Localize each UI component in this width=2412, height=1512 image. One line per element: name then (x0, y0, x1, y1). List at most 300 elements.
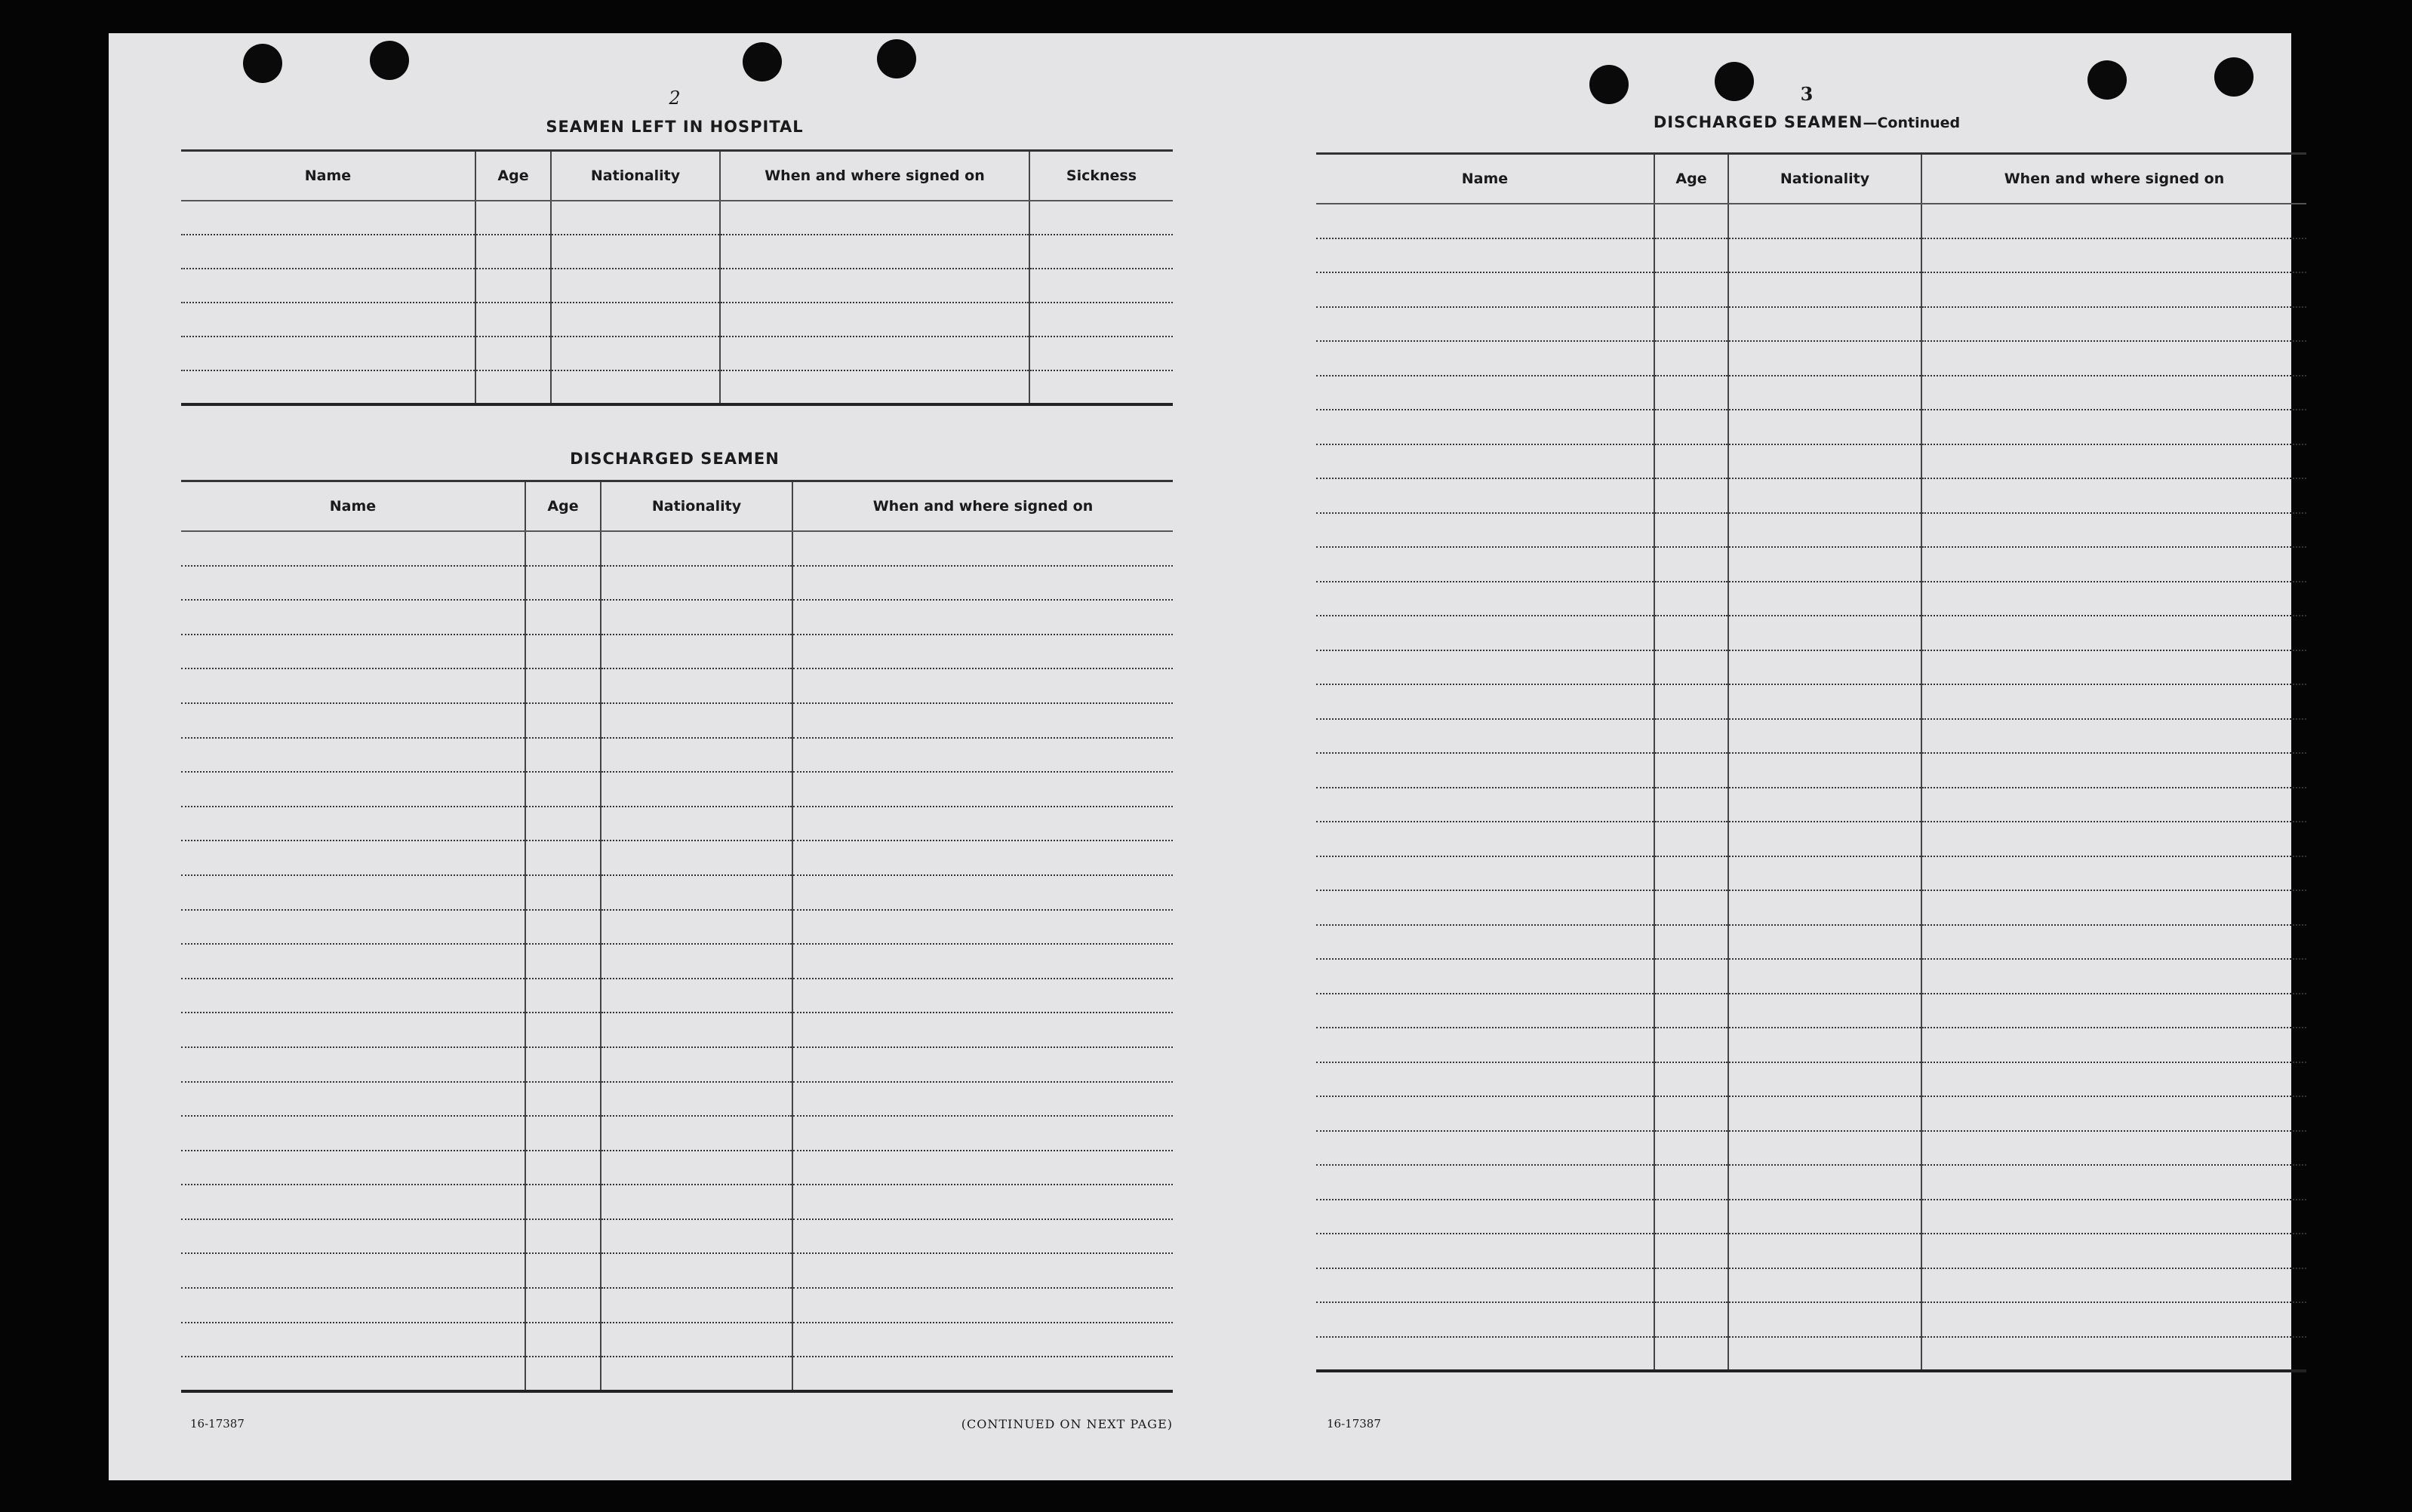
hospital-header-when-and-where-signed-on: When and where signed on (720, 151, 1029, 201)
continued-blank-cell[interactable] (1921, 1302, 2306, 1337)
continued-blank-cell[interactable] (1728, 1096, 1921, 1131)
continued-blank-row (1316, 307, 2306, 342)
continued-blank-cell[interactable] (1316, 513, 1654, 548)
hospital-blank-row (181, 337, 1173, 370)
discharged-blank-cell[interactable] (525, 703, 601, 738)
continued-blank-cell[interactable] (1921, 1165, 2306, 1200)
continued-blank-cell[interactable] (1316, 1337, 1654, 1372)
discharged-blank-cell[interactable] (792, 1151, 1173, 1185)
discharged-blank-cell[interactable] (792, 1288, 1173, 1323)
continued-blank-cell[interactable] (1316, 1302, 1654, 1337)
discharged-blank-cell[interactable] (181, 635, 525, 669)
hospital-blank-cell[interactable] (181, 337, 475, 370)
discharged-blank-cell[interactable] (792, 807, 1173, 841)
continued-blank-cell[interactable] (1654, 376, 1728, 410)
discharged-blank-cell[interactable] (601, 1185, 792, 1219)
continued-blank-cell[interactable] (1654, 684, 1728, 719)
discharged-blank-cell[interactable] (601, 1047, 792, 1082)
discharged-blank-cell[interactable] (601, 531, 792, 566)
continued-blank-cell[interactable] (1316, 650, 1654, 685)
continued-blank-row (1316, 204, 2306, 238)
discharged-blank-cell[interactable] (181, 1219, 525, 1254)
continued-blank-cell[interactable] (1316, 1165, 1654, 1200)
continued-blank-cell[interactable] (1316, 788, 1654, 822)
continued-blank-cell[interactable] (1728, 684, 1921, 719)
continued-blank-cell[interactable] (1921, 1131, 2306, 1166)
continued-blank-cell[interactable] (1728, 478, 1921, 513)
discharged-blank-cell[interactable] (181, 1253, 525, 1288)
continued-blank-cell[interactable] (1921, 582, 2306, 616)
continued-blank-cell[interactable] (1728, 547, 1921, 582)
discharged-blank-cell[interactable] (525, 979, 601, 1013)
continued-blank-cell[interactable] (1316, 753, 1654, 788)
discharged-blank-cell[interactable] (792, 979, 1173, 1013)
continued-blank-cell[interactable] (1921, 478, 2306, 513)
discharged-blank-cell[interactable] (181, 1151, 525, 1185)
continued-blank-cell[interactable] (1921, 341, 2306, 376)
continued-blank-cell[interactable] (1316, 238, 1654, 273)
continued-blank-cell[interactable] (1921, 1200, 2306, 1234)
continued-header-age: Age (1654, 154, 1728, 204)
continued-blank-cell[interactable] (1921, 513, 2306, 548)
hospital-blank-cell[interactable] (720, 370, 1029, 404)
discharged-blank-cell[interactable] (525, 841, 601, 875)
continued-blank-cell[interactable] (1921, 890, 2306, 925)
discharged-blank-cell[interactable] (601, 1219, 792, 1254)
discharged-blank-cell[interactable] (792, 1323, 1173, 1357)
continued-blank-cell[interactable] (1316, 925, 1654, 960)
discharged-blank-cell[interactable] (181, 1116, 525, 1151)
continued-blank-cell[interactable] (1728, 925, 1921, 960)
continued-blank-cell[interactable] (1654, 1096, 1728, 1131)
discharged-blank-cell[interactable] (525, 531, 601, 566)
continued-blank-cell[interactable] (1728, 994, 1921, 1028)
continued-blank-cell[interactable] (1316, 478, 1654, 513)
hospital-blank-cell[interactable] (551, 269, 720, 303)
continued-blank-cell[interactable] (1728, 1337, 1921, 1372)
discharged-blank-cell[interactable] (601, 1116, 792, 1151)
continued-blank-cell[interactable] (1654, 753, 1728, 788)
continued-blank-cell[interactable] (1728, 1165, 1921, 1200)
discharged-blank-cell[interactable] (525, 1253, 601, 1288)
continued-blank-cell[interactable] (1921, 1062, 2306, 1097)
discharged-blank-cell[interactable] (181, 979, 525, 1013)
continued-blank-row (1316, 272, 2306, 307)
continued-blank-cell[interactable] (1728, 1131, 1921, 1166)
discharged-blank-cell[interactable] (792, 531, 1173, 566)
punch-hole-8 (2214, 57, 2254, 97)
hospital-blank-cell[interactable] (475, 370, 551, 404)
discharged-blank-cell[interactable] (792, 1116, 1173, 1151)
continued-blank-cell[interactable] (1654, 444, 1728, 479)
right-page-title-main: DISCHARGED SEAMEN (1653, 113, 1863, 131)
discharged-blank-cell[interactable] (525, 1116, 601, 1151)
hospital-blank-cell[interactable] (181, 235, 475, 269)
continued-blank-cell[interactable] (1921, 1268, 2306, 1303)
continued-blank-cell[interactable] (1654, 513, 1728, 548)
discharged-blank-cell[interactable] (525, 566, 601, 601)
discharged-blank-cell[interactable] (181, 875, 525, 910)
discharged-blank-cell[interactable] (525, 1288, 601, 1323)
continued-blank-cell[interactable] (1728, 753, 1921, 788)
hospital-blank-cell[interactable] (720, 337, 1029, 370)
punch-hole-7 (2087, 60, 2127, 100)
continued-note: (CONTINUED ON NEXT PAGE) (961, 1417, 1173, 1431)
continued-blank-cell[interactable] (1921, 547, 2306, 582)
discharged-blank-cell[interactable] (181, 1288, 525, 1323)
discharged-blank-cell[interactable] (525, 1151, 601, 1185)
hospital-blank-row (181, 370, 1173, 404)
continued-blank-cell[interactable] (1921, 684, 2306, 719)
continued-blank-cell[interactable] (1728, 650, 1921, 685)
discharged-blank-cell[interactable] (792, 944, 1173, 979)
continued-blank-cell[interactable] (1654, 272, 1728, 307)
continued-blank-cell[interactable] (1921, 410, 2306, 444)
continued-blank-cell[interactable] (1654, 856, 1728, 891)
continued-blank-cell[interactable] (1654, 1200, 1728, 1234)
continued-blank-cell[interactable] (1921, 444, 2306, 479)
discharged-blank-cell[interactable] (601, 1323, 792, 1357)
continued-blank-cell[interactable] (1921, 376, 2306, 410)
discharged-blank-cell[interactable] (525, 1013, 601, 1047)
hospital-blank-cell[interactable] (720, 303, 1029, 337)
discharged-blank-cell[interactable] (525, 738, 601, 773)
discharged-blank-cell[interactable] (601, 703, 792, 738)
discharged-blank-cell[interactable] (792, 635, 1173, 669)
continued-blank-cell[interactable] (1654, 959, 1728, 994)
continued-blank-cell[interactable] (1316, 1131, 1654, 1166)
discharged-blank-cell[interactable] (525, 875, 601, 910)
continued-blank-cell[interactable] (1316, 341, 1654, 376)
hospital-blank-cell[interactable] (475, 201, 551, 235)
discharged-blank-cell[interactable] (601, 1013, 792, 1047)
continued-blank-cell[interactable] (1728, 1028, 1921, 1062)
discharged-blank-cell[interactable] (525, 910, 601, 945)
discharged-blank-cell[interactable] (601, 841, 792, 875)
continued-blank-cell[interactable] (1728, 719, 1921, 754)
hospital-blank-cell[interactable] (475, 235, 551, 269)
discharged-blank-cell[interactable] (525, 1323, 601, 1357)
hospital-blank-cell[interactable] (1029, 269, 1173, 303)
continued-blank-cell[interactable] (1921, 238, 2306, 273)
discharged-blank-cell[interactable] (525, 772, 601, 807)
hospital-blank-row (181, 303, 1173, 337)
continued-blank-cell[interactable] (1921, 650, 2306, 685)
discharged-blank-cell[interactable] (601, 772, 792, 807)
continued-blank-cell[interactable] (1728, 1268, 1921, 1303)
discharged-blank-cell[interactable] (181, 531, 525, 566)
hospital-blank-cell[interactable] (181, 370, 475, 404)
continued-blank-cell[interactable] (1921, 822, 2306, 856)
continued-blank-cell[interactable] (1316, 410, 1654, 444)
hospital-blank-cell[interactable] (1029, 337, 1173, 370)
continued-blank-cell[interactable] (1654, 1337, 1728, 1372)
discharged-blank-cell[interactable] (525, 1047, 601, 1082)
continued-blank-cell[interactable] (1921, 753, 2306, 788)
continued-blank-cell[interactable] (1921, 856, 2306, 891)
continued-blank-cell[interactable] (1654, 788, 1728, 822)
continued-blank-cell[interactable] (1728, 822, 1921, 856)
continued-blank-cell[interactable] (1316, 856, 1654, 891)
continued-blank-cell[interactable] (1654, 1062, 1728, 1097)
continued-blank-cell[interactable] (1921, 925, 2306, 960)
continued-blank-cell[interactable] (1316, 307, 1654, 342)
discharged-blank-cell[interactable] (525, 1357, 601, 1391)
hospital-header-sickness: Sickness (1029, 151, 1173, 201)
discharged-blank-cell[interactable] (601, 635, 792, 669)
continued-blank-cell[interactable] (1316, 890, 1654, 925)
hospital-blank-cell[interactable] (181, 201, 475, 235)
discharged-blank-cell[interactable] (792, 772, 1173, 807)
discharged-blank-cell[interactable] (601, 910, 792, 945)
hospital-blank-cell[interactable] (1029, 303, 1173, 337)
hospital-blank-cell[interactable] (475, 303, 551, 337)
continued-blank-cell[interactable] (1728, 959, 1921, 994)
continued-blank-cell[interactable] (1728, 307, 1921, 342)
discharged-blank-row (181, 566, 1173, 601)
continued-blank-cell[interactable] (1316, 994, 1654, 1028)
discharged-blank-cell[interactable] (792, 1082, 1173, 1117)
discharged-blank-cell[interactable] (181, 807, 525, 841)
continued-blank-cell[interactable] (1316, 1096, 1654, 1131)
continued-blank-cell[interactable] (1316, 272, 1654, 307)
discharged-blank-cell[interactable] (525, 635, 601, 669)
discharged-blank-cell[interactable] (181, 944, 525, 979)
left-page-number: 2 (669, 88, 681, 109)
continued-blank-cell[interactable] (1728, 890, 1921, 925)
hospital-blank-cell[interactable] (720, 201, 1029, 235)
continued-blank-cell[interactable] (1654, 1131, 1728, 1166)
continued-blank-cell[interactable] (1654, 1302, 1728, 1337)
discharged-blank-cell[interactable] (601, 807, 792, 841)
continued-blank-cell[interactable] (1921, 1234, 2306, 1268)
discharged-blank-cell[interactable] (181, 841, 525, 875)
continued-blank-row (1316, 650, 2306, 685)
continued-blank-cell[interactable] (1316, 1268, 1654, 1303)
discharged-blank-cell[interactable] (181, 1047, 525, 1082)
discharged-blank-cell[interactable] (181, 1357, 525, 1391)
hospital-blank-cell[interactable] (1029, 235, 1173, 269)
discharged-blank-cell[interactable] (181, 566, 525, 601)
right-page-title (1527, 113, 2086, 131)
continued-blank-cell[interactable] (1654, 238, 1728, 273)
continued-blank-cell[interactable] (1728, 272, 1921, 307)
discharged-blank-cell[interactable] (181, 1013, 525, 1047)
continued-blank-cell[interactable] (1316, 719, 1654, 754)
discharged-blank-cell[interactable] (181, 910, 525, 945)
continued-blank-cell[interactable] (1921, 959, 2306, 994)
continued-blank-cell[interactable] (1654, 582, 1728, 616)
discharged-blank-cell[interactable] (792, 600, 1173, 635)
continued-blank-row (1316, 925, 2306, 960)
discharged-blank-cell[interactable] (181, 668, 525, 703)
continued-blank-cell[interactable] (1316, 616, 1654, 650)
continued-blank-cell[interactable] (1728, 1062, 1921, 1097)
discharged-blank-cell[interactable] (601, 875, 792, 910)
hospital-blank-cell[interactable] (181, 269, 475, 303)
continued-blank-cell[interactable] (1654, 822, 1728, 856)
continued-blank-cell[interactable] (1316, 1062, 1654, 1097)
continued-blank-cell[interactable] (1728, 513, 1921, 548)
punch-hole-4 (877, 39, 916, 78)
discharged-blank-cell[interactable] (525, 807, 601, 841)
discharged-blank-cell[interactable] (792, 1219, 1173, 1254)
discharged-blank-cell[interactable] (792, 738, 1173, 773)
continued-blank-cell[interactable] (1316, 1200, 1654, 1234)
discharged-blank-cell[interactable] (601, 1357, 792, 1391)
discharged-blank-cell[interactable] (181, 772, 525, 807)
continued-blank-row (1316, 822, 2306, 856)
continued-blank-cell[interactable] (1654, 204, 1728, 238)
hospital-blank-cell[interactable] (551, 370, 720, 404)
discharged-blank-cell[interactable] (792, 703, 1173, 738)
continued-blank-row (1316, 684, 2306, 719)
continued-blank-cell[interactable] (1654, 1028, 1728, 1062)
discharged-blank-cell[interactable] (792, 1185, 1173, 1219)
continued-blank-cell[interactable] (1728, 376, 1921, 410)
discharged-blank-cell[interactable] (792, 875, 1173, 910)
hospital-blank-cell[interactable] (551, 303, 720, 337)
continued-blank-cell[interactable] (1921, 307, 2306, 342)
continued-blank-cell[interactable] (1921, 1337, 2306, 1372)
discharged-blank-cell[interactable] (792, 1357, 1173, 1391)
hospital-blank-row (181, 235, 1173, 269)
hospital-blank-cell[interactable] (720, 235, 1029, 269)
continued-blank-cell[interactable] (1654, 650, 1728, 685)
discharged-blank-row (181, 841, 1173, 875)
discharged-blank-cell[interactable] (525, 944, 601, 979)
continued-blank-cell[interactable] (1316, 444, 1654, 479)
discharged-header-nationality: Nationality (601, 481, 792, 532)
discharged-blank-cell[interactable] (181, 738, 525, 773)
continued-blank-cell[interactable] (1654, 547, 1728, 582)
continued-blank-cell[interactable] (1921, 616, 2306, 650)
discharged-blank-cell[interactable] (792, 1047, 1173, 1082)
discharged-blank-row (181, 531, 1173, 566)
continued-blank-cell[interactable] (1654, 1268, 1728, 1303)
continued-blank-cell[interactable] (1921, 272, 2306, 307)
continued-blank-cell[interactable] (1316, 204, 1654, 238)
discharged-blank-cell[interactable] (792, 1013, 1173, 1047)
continued-blank-cell[interactable] (1654, 719, 1728, 754)
hospital-blank-cell[interactable] (551, 235, 720, 269)
continued-blank-cell[interactable] (1921, 204, 2306, 238)
discharged-blank-cell[interactable] (601, 566, 792, 601)
continued-blank-cell[interactable] (1654, 890, 1728, 925)
hospital-blank-cell[interactable] (1029, 370, 1173, 404)
discharged-blank-cell[interactable] (525, 600, 601, 635)
continued-blank-cell[interactable] (1654, 994, 1728, 1028)
discharged-blank-row (181, 1013, 1173, 1047)
continued-blank-cell[interactable] (1316, 547, 1654, 582)
hospital-blank-cell[interactable] (181, 303, 475, 337)
continued-blank-cell[interactable] (1316, 582, 1654, 616)
discharged-blank-cell[interactable] (525, 668, 601, 703)
discharged-blank-cell[interactable] (601, 1151, 792, 1185)
continued-blank-cell[interactable] (1654, 616, 1728, 650)
continued-blank-cell[interactable] (1921, 1028, 2306, 1062)
continued-blank-cell[interactable] (1728, 410, 1921, 444)
hospital-blank-cell[interactable] (1029, 201, 1173, 235)
discharged-blank-cell[interactable] (525, 1185, 601, 1219)
continued-blank-cell[interactable] (1728, 238, 1921, 273)
discharged-blank-cell[interactable] (792, 1253, 1173, 1288)
continued-blank-cell[interactable] (1654, 478, 1728, 513)
continued-blank-cell[interactable] (1728, 616, 1921, 650)
discharged-blank-cell[interactable] (601, 979, 792, 1013)
hospital-blank-cell[interactable] (551, 201, 720, 235)
discharged-blank-cell[interactable] (525, 1219, 601, 1254)
discharged-blank-cell[interactable] (601, 1253, 792, 1288)
discharged-table (181, 480, 1173, 1393)
continued-blank-cell[interactable] (1728, 788, 1921, 822)
continued-blank-cell[interactable] (1654, 307, 1728, 342)
continued-blank-cell[interactable] (1654, 925, 1728, 960)
continued-blank-cell[interactable] (1921, 788, 2306, 822)
discharged-blank-cell[interactable] (525, 1082, 601, 1117)
discharged-blank-cell[interactable] (181, 1082, 525, 1117)
continued-blank-row (1316, 238, 2306, 273)
continued-blank-cell[interactable] (1316, 684, 1654, 719)
continued-header-when-and-where-signed-on: When and where signed on (1921, 154, 2306, 204)
continued-blank-cell[interactable] (1316, 822, 1654, 856)
form-sheet (109, 33, 2291, 1480)
discharged-blank-cell[interactable] (181, 1323, 525, 1357)
discharged-blank-cell[interactable] (792, 668, 1173, 703)
discharged-blank-cell[interactable] (601, 668, 792, 703)
discharged-blank-cell[interactable] (792, 910, 1173, 945)
continued-blank-cell[interactable] (1921, 1096, 2306, 1131)
discharged-blank-cell[interactable] (601, 1082, 792, 1117)
discharged-header-name: Name (181, 481, 525, 532)
continued-blank-cell[interactable] (1728, 444, 1921, 479)
continued-blank-cell[interactable] (1654, 341, 1728, 376)
continued-blank-cell[interactable] (1728, 1234, 1921, 1268)
continued-blank-cell[interactable] (1316, 959, 1654, 994)
discharged-blank-cell[interactable] (792, 841, 1173, 875)
continued-blank-cell[interactable] (1728, 582, 1921, 616)
discharged-blank-cell[interactable] (181, 703, 525, 738)
continued-blank-cell[interactable] (1316, 1234, 1654, 1268)
continued-blank-cell[interactable] (1921, 994, 2306, 1028)
continued-blank-cell[interactable] (1728, 1200, 1921, 1234)
hospital-blank-cell[interactable] (551, 337, 720, 370)
hospital-blank-cell[interactable] (475, 337, 551, 370)
discharged-blank-cell[interactable] (601, 600, 792, 635)
continued-blank-cell[interactable] (1728, 204, 1921, 238)
continued-blank-cell[interactable] (1316, 376, 1654, 410)
discharged-blank-cell[interactable] (792, 566, 1173, 601)
continued-blank-cell[interactable] (1728, 1302, 1921, 1337)
continued-blank-cell[interactable] (1728, 856, 1921, 891)
discharged-blank-cell[interactable] (601, 944, 792, 979)
punch-hole-6 (1715, 62, 1754, 101)
hospital-blank-cell[interactable] (475, 269, 551, 303)
continued-blank-cell[interactable] (1654, 1165, 1728, 1200)
discharged-blank-cell[interactable] (181, 600, 525, 635)
continued-blank-cell[interactable] (1654, 410, 1728, 444)
continued-blank-row (1316, 444, 2306, 479)
hospital-blank-cell[interactable] (720, 269, 1029, 303)
discharged-blank-row (181, 1323, 1173, 1357)
discharged-blank-cell[interactable] (181, 1185, 525, 1219)
discharged-blank-cell[interactable] (601, 738, 792, 773)
continued-blank-cell[interactable] (1316, 1028, 1654, 1062)
discharged-blank-cell[interactable] (601, 1288, 792, 1323)
continued-blank-cell[interactable] (1728, 341, 1921, 376)
continued-blank-cell[interactable] (1921, 719, 2306, 754)
continued-blank-cell[interactable] (1654, 1234, 1728, 1268)
